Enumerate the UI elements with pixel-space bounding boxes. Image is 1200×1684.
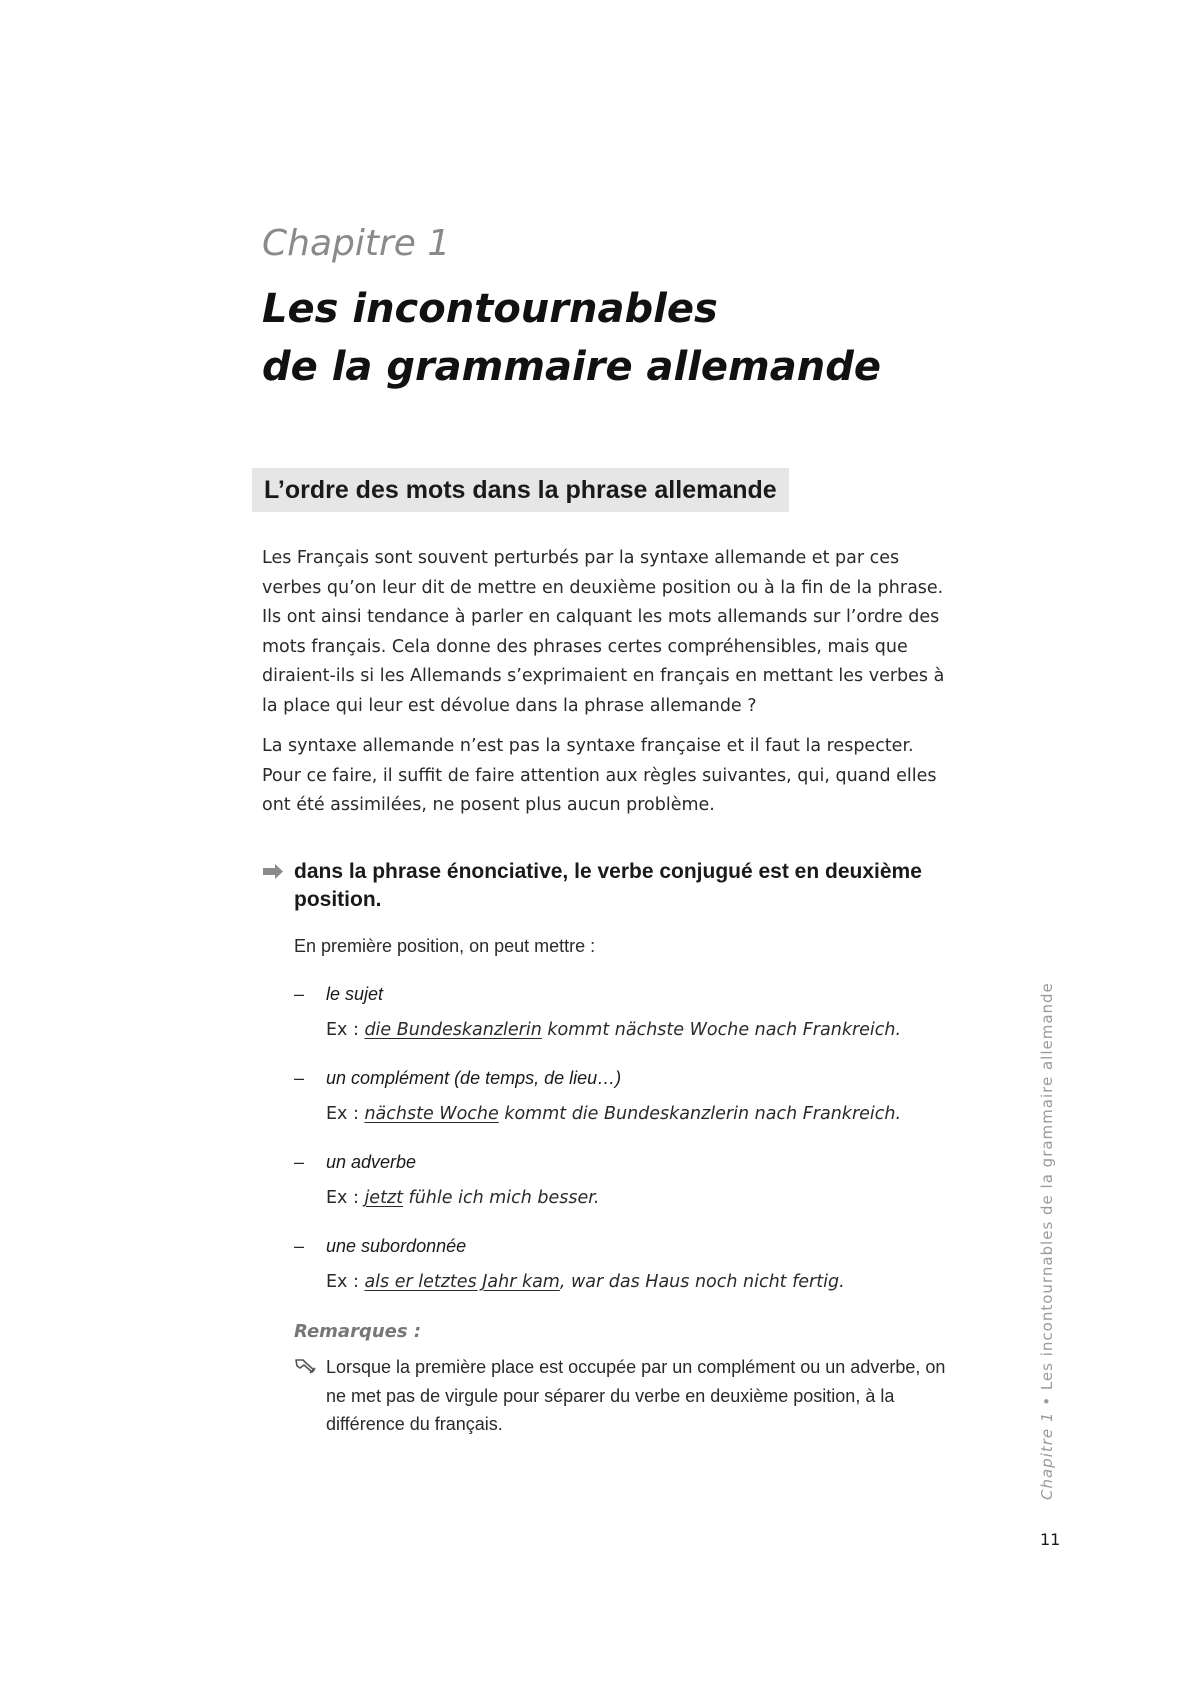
item-label: une subordonnée <box>326 1236 467 1256</box>
example-rest: kommt nächste Woche nach Frankreich. <box>541 1020 902 1040</box>
item-example <box>326 1016 901 1044</box>
example-underlined: nächste Woche <box>364 1104 499 1124</box>
list-dash: – <box>294 984 305 1004</box>
example-underlined: als er letztes Jahr kam <box>364 1272 560 1292</box>
writing-hand-icon <box>294 1356 318 1378</box>
chapter-label: Chapitre 1 <box>262 223 451 264</box>
running-head <box>1038 982 1056 1500</box>
intro-text: En première position, on peut mettre : <box>294 936 596 956</box>
paragraph-2: La syntaxe allemande n’est pas la syntaxe française et il faut la respecter. Pour ce faire, il suffit de faire attention aux règles suivantes, qui, quand elles ont été assimilées, ne posent plus aucun problème. <box>262 736 937 816</box>
paragraph-1: Les Français sont souvent perturbés par la syntaxe allemande et par ces verbes qu’on leur dit de mettre en deuxième position ou à la fin de la phrase. Ils ont ainsi tendance à parler en calquant les mots allemands sur l’ordre des mots français. Cela donne des phrases certes compréhensibles, mais que diraient-ils si les Allemands s’exprimaient en français en mettant les verbes à la place qui leur est dévolue dans la phrase allemande ? <box>262 548 945 716</box>
list-dash: – <box>294 1152 305 1172</box>
item-label: le sujet <box>326 984 384 1004</box>
item-example <box>326 1268 845 1296</box>
chapter-title-line1: Les incontournables <box>262 286 718 332</box>
example-rest: , war das Haus noch nicht fertig. <box>559 1272 845 1292</box>
remark-item <box>294 1353 954 1439</box>
rule-text: dans la phrase énonciative, le verbe conjugué est en deuxième position. <box>294 860 922 911</box>
example-underlined: jetzt <box>364 1188 403 1208</box>
item-example <box>326 1184 599 1212</box>
example-underlined: die Bundeskanzlerin <box>364 1020 542 1040</box>
item-label: un adverbe <box>326 1152 417 1172</box>
list-dash: – <box>294 1068 305 1088</box>
running-head-title: Les incontournables de la grammaire allemande <box>1038 982 1056 1391</box>
item-example <box>326 1100 901 1128</box>
rule-block <box>262 858 962 914</box>
chapter-title-line2: de la grammaire allemande <box>262 344 881 390</box>
example-prefix: Ex : <box>326 1020 365 1040</box>
remark-text: Lorsque la première place est occupée par un complément ou un adverbe, on ne met pas de virgule pour séparer du verbe en deuxième position, à la différence du français. <box>326 1357 946 1434</box>
section-heading: L’ordre des mots dans la phrase allemande <box>252 468 789 512</box>
running-head-separator: • <box>1038 1390 1056 1412</box>
arrow-right-icon <box>262 858 286 886</box>
list-dash: – <box>294 1236 305 1256</box>
page-number: 11 <box>1040 1530 1061 1549</box>
example-prefix: Ex : <box>326 1188 365 1208</box>
remarks-label: Remarques : <box>294 1321 422 1342</box>
chapter-title <box>262 280 982 396</box>
example-rest: kommt die Bundeskanzlerin nach Frankreich. <box>498 1104 902 1124</box>
example-prefix: Ex : <box>326 1104 365 1124</box>
example-prefix: Ex : <box>326 1272 365 1292</box>
item-label: un complément (de temps, de lieu…) <box>326 1068 622 1088</box>
running-head-chapter: Chapitre 1 <box>1038 1411 1056 1500</box>
example-rest: fühle ich mich besser. <box>402 1188 600 1208</box>
